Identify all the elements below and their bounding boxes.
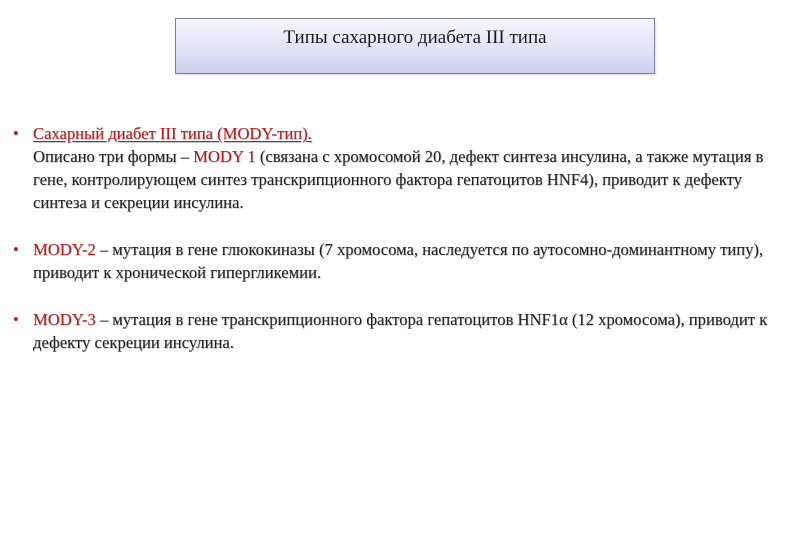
bullet-item-mody-overview xyxy=(13,122,793,214)
bullet-icon: • xyxy=(13,310,19,329)
slide-title: Типы сахарного диабета III типа xyxy=(283,27,547,48)
item-intro: Описано три формы – xyxy=(33,147,194,166)
bullet-item-mody2 xyxy=(13,238,793,284)
mody3-term: MODY-3 xyxy=(33,310,96,329)
slide-title-box xyxy=(175,18,655,74)
bullet-icon: • xyxy=(13,124,19,143)
item-heading: Сахарный диабет III типа (MODY-тип). xyxy=(33,124,312,143)
bullet-list xyxy=(13,122,793,354)
mody1-term: MODY 1 xyxy=(193,147,256,166)
mody2-term: MODY-2 xyxy=(33,240,96,259)
mody1-description: (связана с хромосомой 20, дефект синтеза инсулина, а также мутация в гене, контролирующем синтез транскрипционного фактора гепатоцитов HNF4), приводит к дефекту синтеза и секреции инсулина. xyxy=(33,147,764,212)
bullet-item-mody3 xyxy=(13,308,793,354)
bullet-icon: • xyxy=(13,240,19,259)
mody3-description: – мутация в гене транскрипционного фактора гепатоцитов HNF1α (12 хромосома), приводит к дефекту секреции инсулина. xyxy=(33,310,768,352)
mody2-description: – мутация в гене глюкокиназы (7 хромосома, наследуется по аутосомно-доминантному типу), приводит к хронической гипергликемии. xyxy=(33,240,764,282)
